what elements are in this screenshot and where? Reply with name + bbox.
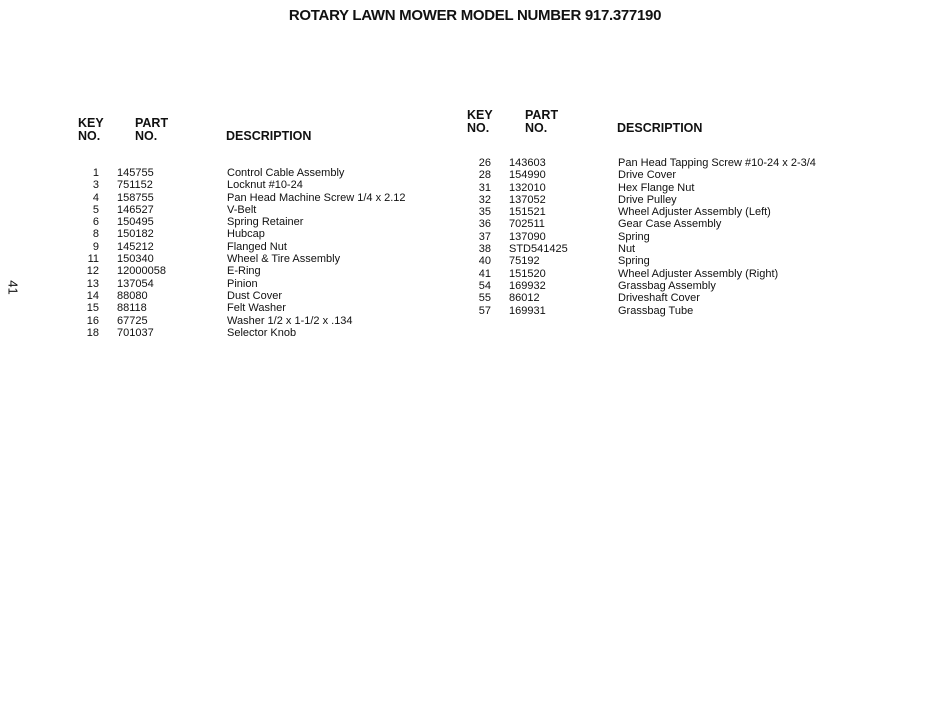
key-number-cell: 3 bbox=[92, 179, 99, 192]
key-number-cell: 18 bbox=[86, 326, 99, 339]
description-cell: Drive Pulley bbox=[618, 193, 677, 206]
description-header: DESCRIPTION bbox=[226, 129, 312, 143]
key-number-cell: 55 bbox=[478, 292, 491, 305]
description-cell: Gear Case Assembly bbox=[618, 218, 722, 231]
description-cell: Grassbag Tube bbox=[618, 304, 694, 317]
key-number-cell: 6 bbox=[92, 216, 99, 229]
part-number-cell: 132010 bbox=[509, 181, 546, 194]
part-number-cell: 145755 bbox=[117, 167, 154, 179]
key-number-cell: 8 bbox=[92, 228, 99, 241]
description-cell: Driveshaft Cover bbox=[618, 292, 700, 305]
description-cell: Control Cable Assembly bbox=[227, 167, 345, 179]
part-header-line1: PART bbox=[135, 116, 169, 130]
description-cell: Hex Flange Nut bbox=[618, 181, 695, 194]
description-cell: Spring bbox=[618, 255, 650, 268]
key-number-cell: 5 bbox=[92, 203, 99, 216]
part-number-cell: 88118 bbox=[117, 302, 147, 315]
description-cell: Spring bbox=[618, 230, 650, 243]
part-number-cell: STD541425 bbox=[509, 243, 568, 256]
key-no-header bbox=[78, 117, 104, 143]
key-number-cell: 31 bbox=[478, 181, 491, 194]
page-number: 41 bbox=[5, 280, 21, 295]
key-number-cell: 11 bbox=[87, 253, 99, 266]
key-number-cell: 15 bbox=[86, 302, 99, 315]
description-cell: Locknut #10-24 bbox=[227, 179, 303, 192]
description-cell: Pinion bbox=[227, 277, 258, 290]
description-cell: Spring Retainer bbox=[227, 216, 304, 229]
description-cell: V-Belt bbox=[227, 203, 257, 216]
part-number-cell: 169932 bbox=[509, 279, 546, 292]
key-number-cell: 26 bbox=[478, 157, 491, 169]
part-number-cell: 86012 bbox=[509, 292, 540, 305]
key-number-cell: 37 bbox=[478, 230, 491, 243]
description-cell: Grassbag Assembly bbox=[618, 279, 716, 292]
part-number-cell: 701037 bbox=[117, 326, 154, 339]
description-cell: Nut bbox=[618, 243, 636, 256]
part-number-cell: 146527 bbox=[117, 203, 154, 216]
part-number-cell: 158755 bbox=[117, 191, 154, 204]
part-no-header bbox=[135, 117, 168, 143]
key-no-header bbox=[467, 109, 493, 135]
description-cell: E-Ring bbox=[227, 265, 261, 278]
description-cell: Selector Knob bbox=[227, 326, 297, 339]
part-header-line2: NO. bbox=[525, 121, 548, 135]
key-header-line1: KEY bbox=[467, 108, 493, 122]
description-cell: Flanged Nut bbox=[227, 240, 287, 253]
key-number-cell: 4 bbox=[92, 191, 99, 204]
part-header-line1: PART bbox=[525, 108, 559, 122]
part-number-cell: 143603 bbox=[509, 157, 546, 169]
key-number-cell: 35 bbox=[478, 206, 491, 219]
key-number-cell: 1 bbox=[92, 167, 99, 179]
description-cell: Dust Cover bbox=[227, 289, 283, 302]
key-number-cell: 54 bbox=[478, 279, 491, 292]
description-cell: Felt Washer bbox=[227, 302, 286, 315]
part-number-cell: 137090 bbox=[509, 230, 546, 243]
part-number-cell: 150495 bbox=[117, 216, 154, 229]
description-cell: Pan Head Machine Screw 1/4 x 2.12 bbox=[227, 191, 406, 204]
part-number-cell: 702511 bbox=[509, 218, 545, 231]
key-number-cell: 14 bbox=[86, 289, 99, 302]
part-number-cell: 75192 bbox=[509, 255, 540, 268]
part-number-cell: 67725 bbox=[117, 314, 148, 327]
part-number-cell: 137054 bbox=[117, 277, 154, 290]
key-header-line2: NO. bbox=[467, 121, 490, 135]
part-number-cell: 154990 bbox=[509, 169, 546, 182]
description-cell: Pan Head Tapping Screw #10-24 x 2-3/4 bbox=[618, 157, 816, 169]
description-cell: Hubcap bbox=[227, 228, 265, 241]
part-number-cell: 150182 bbox=[117, 228, 154, 241]
description-cell: Wheel & Tire Assembly bbox=[227, 253, 341, 266]
part-number-cell: 12000058 bbox=[117, 265, 166, 278]
part-number-cell: 88080 bbox=[117, 289, 148, 302]
part-number-cell: 151521 bbox=[509, 206, 546, 219]
key-number-cell: 32 bbox=[478, 193, 491, 206]
key-number-cell: 41 bbox=[478, 267, 491, 280]
part-number-cell: 145212 bbox=[117, 240, 154, 253]
key-number-cell: 57 bbox=[478, 304, 491, 317]
part-no-header bbox=[525, 109, 558, 135]
key-number-cell: 38 bbox=[478, 243, 491, 256]
key-header-line1: KEY bbox=[78, 116, 104, 130]
key-number-cell: 16 bbox=[86, 314, 99, 327]
part-number-cell: 151520 bbox=[509, 267, 546, 280]
description-cell: Wheel Adjuster Assembly (Left) bbox=[618, 206, 771, 219]
part-number-cell: 169931 bbox=[509, 304, 546, 317]
key-number-cell: 9 bbox=[92, 240, 99, 253]
key-number-cell: 40 bbox=[478, 255, 491, 268]
part-number-cell: 150340 bbox=[117, 253, 154, 266]
description-cell: Washer 1/2 x 1-1/2 x .134 bbox=[227, 314, 353, 327]
part-header-line2: NO. bbox=[135, 129, 158, 143]
key-number-cell: 12 bbox=[86, 265, 99, 278]
description-cell: Wheel Adjuster Assembly (Right) bbox=[618, 267, 779, 280]
key-header-line2: NO. bbox=[78, 129, 101, 143]
page-title: ROTARY LAWN MOWER MODEL NUMBER 917.377190 bbox=[288, 7, 662, 24]
part-number-cell: 751152 bbox=[117, 179, 153, 192]
key-number-cell: 13 bbox=[86, 277, 99, 290]
key-number-cell: 28 bbox=[478, 169, 491, 182]
part-number-cell: 137052 bbox=[509, 193, 546, 206]
description-cell: Drive Cover bbox=[618, 169, 677, 182]
description-header: DESCRIPTION bbox=[617, 121, 703, 135]
key-number-cell: 36 bbox=[478, 218, 491, 231]
